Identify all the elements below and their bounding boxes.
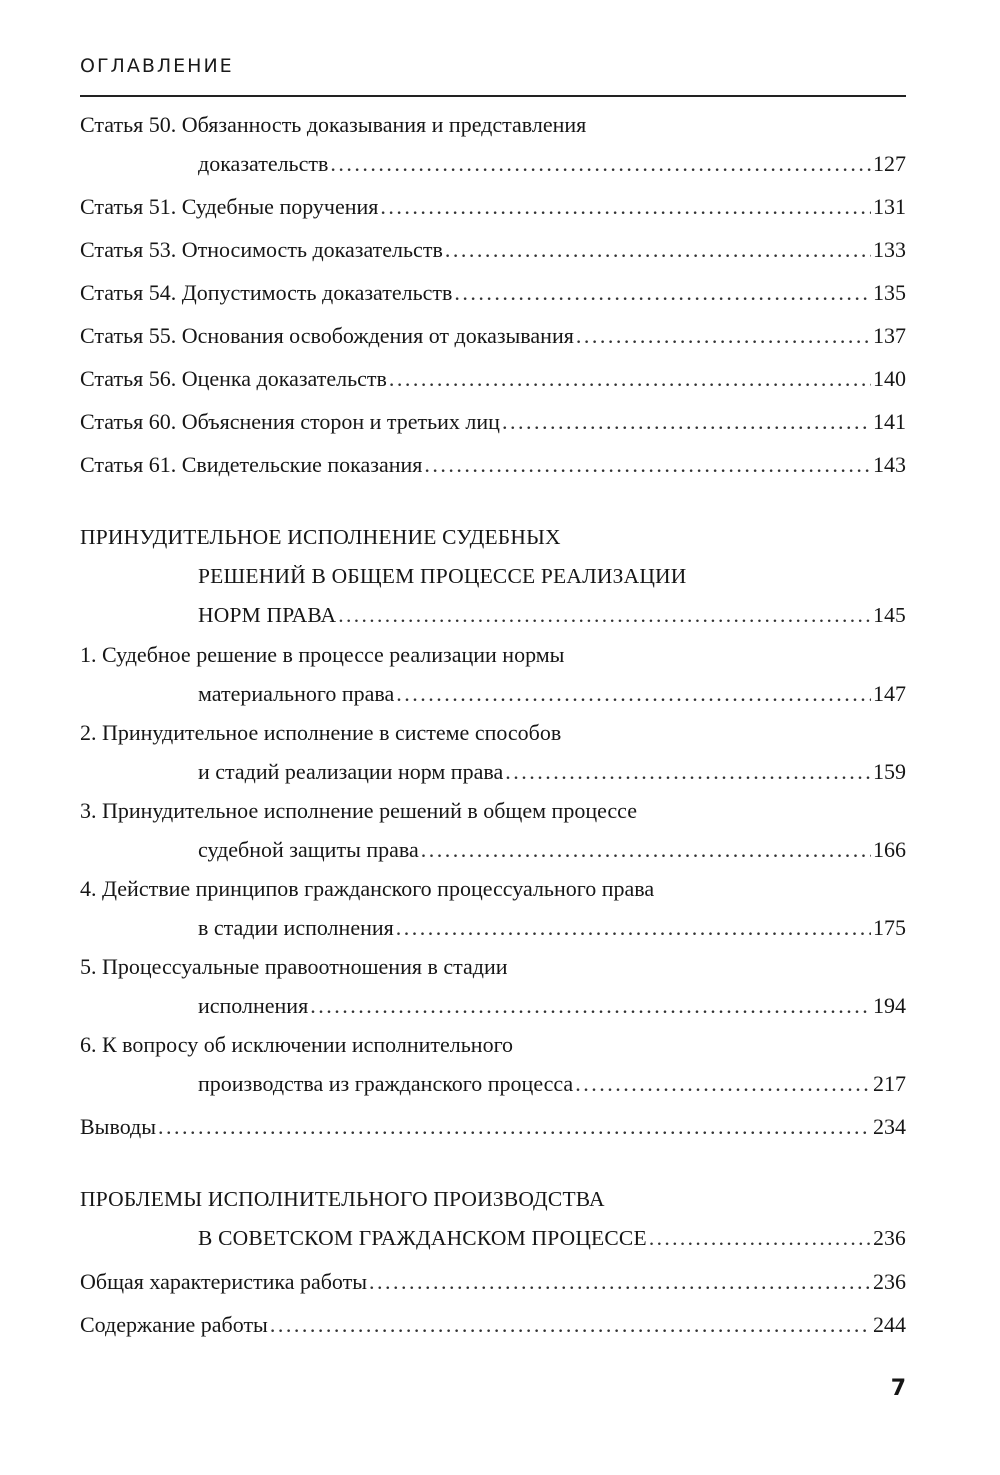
toc-page-number: 217 <box>873 1071 906 1096</box>
toc-entry-section-4[interactable] <box>80 869 906 947</box>
toc-entry-title: 4. Действие принципов гражданского процессуального права <box>80 876 655 901</box>
toc-entry-title: 6. К вопросу об исключении исполнительного <box>80 1032 514 1057</box>
dot-leader <box>505 752 871 791</box>
dot-leader <box>396 674 871 713</box>
toc-entry-title: Статья 60. Объяснения сторон и третьих лиц <box>80 409 500 434</box>
toc-entry-section-3[interactable] <box>80 791 906 869</box>
toc-entry-title: Содержание работы <box>80 1312 268 1337</box>
toc-page-number: 147 <box>873 681 906 706</box>
toc-chapter-enforcement[interactable] <box>80 518 906 635</box>
toc-entry-title: 1. Судебное решение в процессе реализации нормы <box>80 642 565 667</box>
toc-entry-article-60[interactable] <box>80 402 906 441</box>
toc-entry-article-54[interactable] <box>80 273 906 312</box>
dot-leader <box>424 445 871 484</box>
running-head: ОГЛАВЛЕНИЕ <box>80 55 234 77</box>
toc-page-number: 159 <box>873 759 906 784</box>
toc-entry-title-cont: судебной защиты права <box>198 837 419 862</box>
toc-entry-title-cont: в стадии исполнения <box>198 915 394 940</box>
toc-entry-title-cont: производства из гражданского процесса <box>198 1071 574 1096</box>
toc-entry-contents[interactable] <box>80 1305 906 1344</box>
dot-leader <box>338 596 871 635</box>
toc-entry-section-1[interactable] <box>80 635 906 713</box>
toc-entry-article-50[interactable] <box>80 105 906 183</box>
toc-page-number: 135 <box>873 280 906 305</box>
toc-entry-title-cont: и стадий реализации норм права <box>198 759 504 784</box>
header-rule <box>80 95 906 97</box>
toc-chapter-problems[interactable] <box>80 1180 906 1258</box>
toc-page-number: 194 <box>873 993 906 1018</box>
toc-entry-section-2[interactable] <box>80 713 906 791</box>
toc-page-number: 234 <box>873 1114 906 1139</box>
dot-leader <box>502 402 871 441</box>
toc-entry-title: Статья 54. Допустимость доказательств <box>80 280 453 305</box>
toc-page-number: 244 <box>873 1312 906 1337</box>
dot-leader <box>421 830 871 869</box>
toc-chapter-title-cont: В СОВЕТСКОМ ГРАЖДАНСКОМ ПРОЦЕССЕ <box>198 1226 647 1250</box>
toc-entry-title: Статья 61. Свидетельские показания <box>80 452 423 477</box>
toc-page-number: 145 <box>873 603 906 627</box>
toc-chapter-title: ПРОБЛЕМЫ ИСПОЛНИТЕЛЬНОГО ПРОИЗВОДСТВА <box>80 1187 605 1211</box>
toc-entry-article-56[interactable] <box>80 359 906 398</box>
toc-entry-title-cont: доказательств <box>198 151 329 176</box>
dot-leader <box>576 316 871 355</box>
dot-leader <box>369 1262 871 1301</box>
toc-chapter-title-cont: РЕШЕНИЙ В ОБЩЕМ ПРОЦЕССЕ РЕАЛИЗАЦИИ <box>198 564 687 588</box>
dot-leader <box>158 1107 871 1146</box>
dot-leader <box>396 908 871 947</box>
toc-entry-article-53[interactable] <box>80 230 906 269</box>
dot-leader <box>389 359 871 398</box>
toc-entry-conclusions[interactable] <box>80 1107 906 1146</box>
toc-entry-title: 5. Процессуальные правоотношения в стадии <box>80 954 508 979</box>
toc-page-number: 140 <box>873 366 906 391</box>
dot-leader <box>270 1305 871 1344</box>
toc-entry-title: 3. Принудительное исполнение решений в общем процессе <box>80 798 637 823</box>
dot-leader <box>454 273 871 312</box>
toc-entry-section-6[interactable] <box>80 1025 906 1103</box>
toc-page-number: 175 <box>873 915 906 940</box>
toc-entry-section-5[interactable] <box>80 947 906 1025</box>
toc-entry-title: Статья 55. Основания освобождения от доказывания <box>80 323 574 348</box>
toc-page-number: 236 <box>873 1226 906 1250</box>
toc-entry-title: Статья 51. Судебные поручения <box>80 194 379 219</box>
dot-leader <box>310 986 871 1025</box>
toc-entry-title: Общая характеристика работы <box>80 1269 368 1294</box>
toc-entry-article-61[interactable] <box>80 445 906 484</box>
toc-entry-title: Выводы <box>80 1114 157 1139</box>
toc-entry-title: Статья 53. Относимость доказательств <box>80 237 443 262</box>
toc-entry-general-characteristics[interactable] <box>80 1262 906 1301</box>
dot-leader <box>330 144 871 183</box>
toc-entry-article-55[interactable] <box>80 316 906 355</box>
dot-leader <box>649 1219 871 1258</box>
toc-chapter-title-cont: НОРМ ПРАВА <box>198 603 337 627</box>
toc-entry-title-cont: исполнения <box>198 993 309 1018</box>
toc-chapter-title: ПРИНУДИТЕЛЬНОЕ ИСПОЛНЕНИЕ СУДЕБНЫХ <box>80 525 561 549</box>
dot-leader <box>445 230 871 269</box>
toc-page-number: 137 <box>873 323 906 348</box>
toc-entry-title: Статья 56. Оценка доказательств <box>80 366 387 391</box>
dot-leader <box>575 1064 871 1103</box>
toc-entry-article-51[interactable] <box>80 187 906 226</box>
dot-leader <box>380 187 871 226</box>
toc-entry-title: 2. Принудительное исполнение в системе способов <box>80 720 562 745</box>
toc-entry-title-cont: материального права <box>198 681 395 706</box>
toc-page-number: 236 <box>873 1269 906 1294</box>
page-number: 7 <box>890 1376 906 1401</box>
toc-page-number: 143 <box>873 452 906 477</box>
toc-page-number: 133 <box>873 237 906 262</box>
toc-page-number: 131 <box>873 194 906 219</box>
toc-page-number: 166 <box>873 837 906 862</box>
toc-entry-title: Статья 50. Обязанность доказывания и представления <box>80 112 587 137</box>
table-of-contents <box>80 105 906 1344</box>
toc-page-number: 127 <box>873 151 906 176</box>
toc-page-number: 141 <box>873 409 906 434</box>
